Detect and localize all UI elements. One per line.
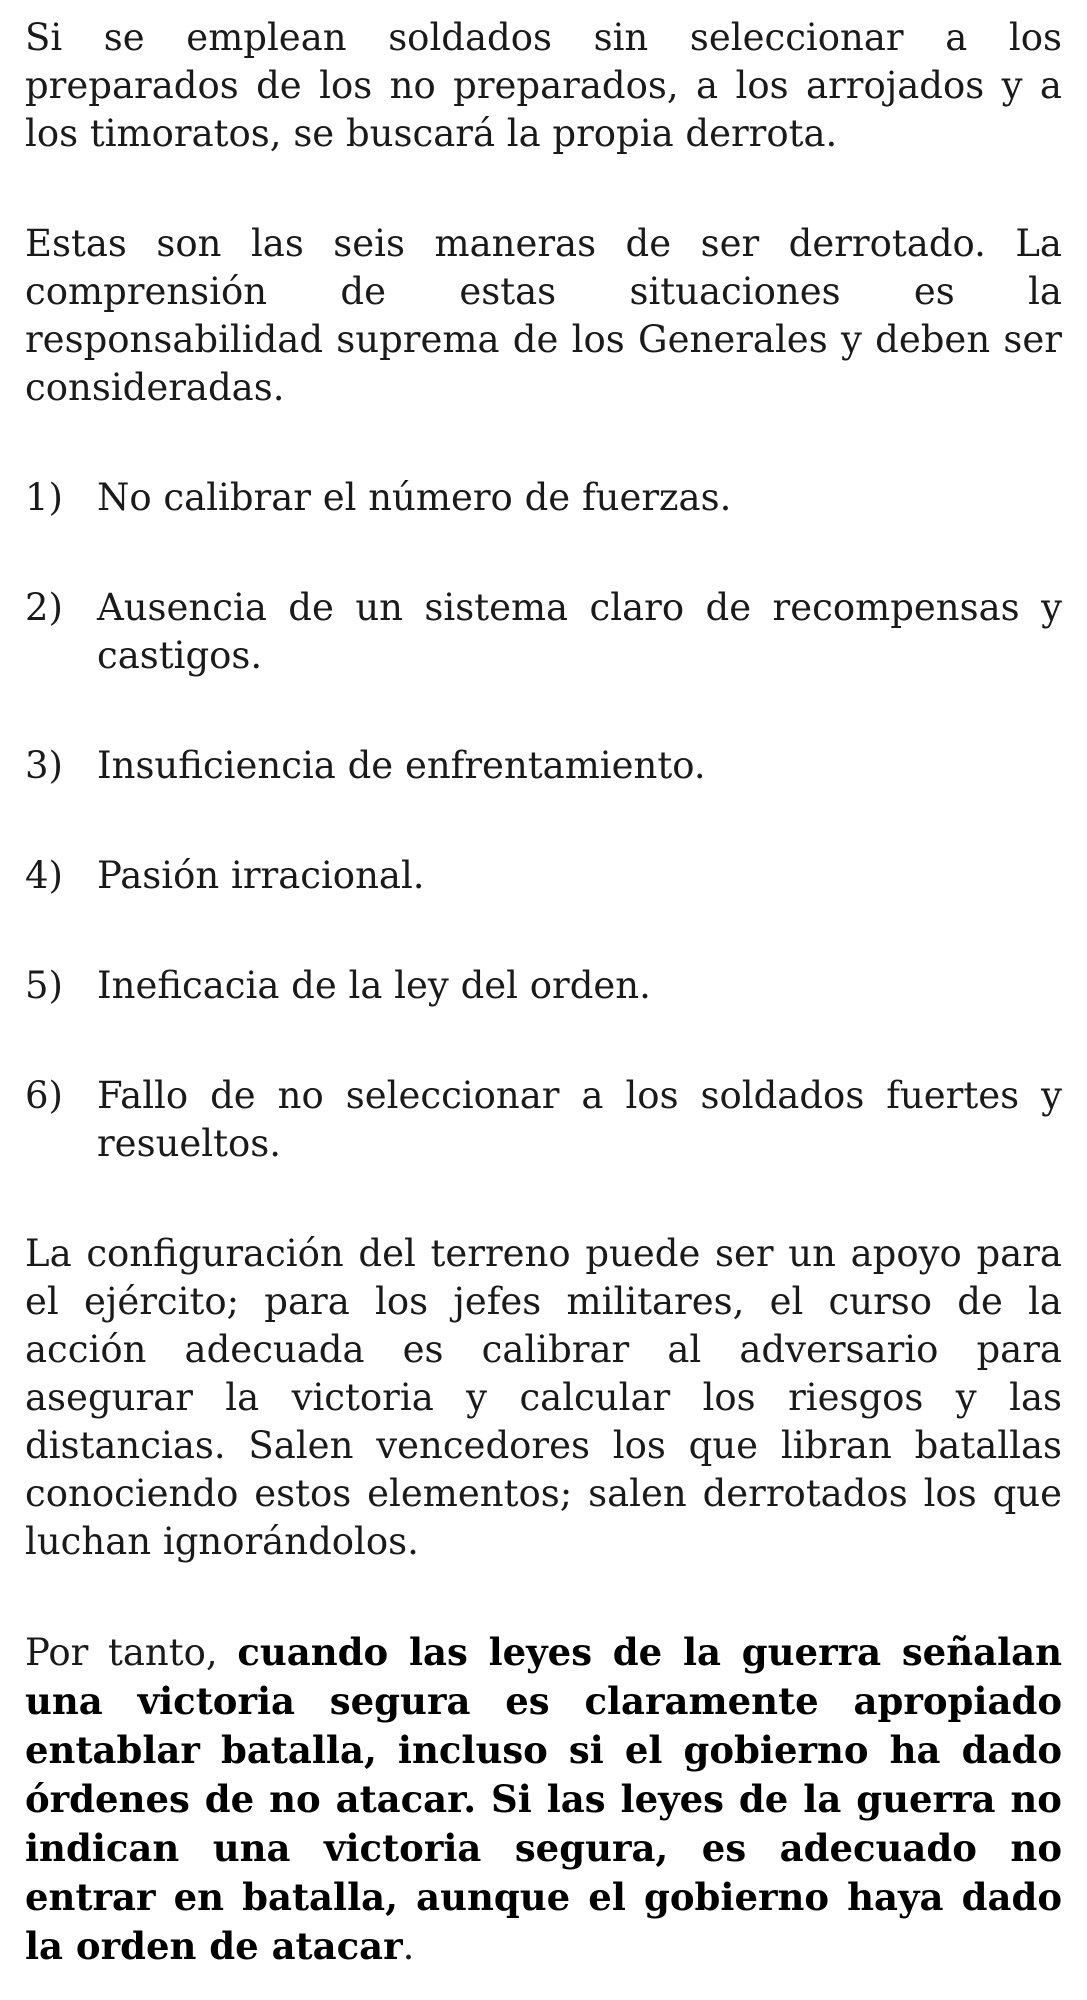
list-number: 1) (25, 476, 63, 519)
spacer (25, 412, 1062, 474)
paragraph-lead-text: Por tanto, (25, 1631, 238, 1674)
spacer (25, 1566, 1062, 1628)
list-text: Fallo de no seleccionar a los soldados fuertes y resueltos. (97, 1074, 1062, 1165)
paragraph-seis-maneras: Estas son las seis maneras de ser derrotado. La comprensión de estas situaciones es la responsabilidad suprema de los Generales y deben ser consideradas. (25, 222, 1062, 409)
paragraph-terreno: La configuración del terreno puede ser un apoyo para el ejército; para los jefes militares, el curso de la acción adecuada es calibrar al adversario para asegurar la victoria y calcular los riesgos y las distancias. Salen vencedores los que libran batallas conociendo estos elementos; salen derrotados los que luchan ignorándolos. (25, 1232, 1062, 1563)
list-text: Ineficacia de la ley del orden. (97, 964, 651, 1007)
list-number: 4) (25, 854, 63, 897)
list-number: 2) (25, 586, 63, 629)
spacer (25, 158, 1062, 220)
list-item-1 (25, 474, 1062, 522)
spacer (25, 790, 1062, 852)
list-item-3 (25, 742, 1062, 790)
spacer (25, 522, 1062, 584)
document-page (25, 14, 1062, 1971)
list-number: 6) (25, 1074, 63, 1117)
list-number: 5) (25, 964, 63, 1007)
spacer (25, 1010, 1062, 1072)
spacer (25, 680, 1062, 742)
list-item-4 (25, 852, 1062, 900)
spacer (25, 1168, 1062, 1230)
list-text: Insuficiencia de enfrentamiento. (97, 744, 706, 787)
paragraph-conclusion (25, 1628, 1062, 1971)
paragraph-bold-text: cuando las leyes de la guerra señalan una victoria segura es claramente apropiado entablar batalla, incluso si el gobierno ha dado órdenes de no atacar. Si las leyes de la guerra no indican una victoria segura, es adecuado no entrar en batalla, aunque el gobierno haya dado la orden de atacar (25, 1630, 1062, 1968)
list-text: No calibrar el número de fuerzas. (97, 476, 732, 519)
paragraph-seleccion: Si se emplean soldados sin seleccionar a los preparados de los no preparados, a los arrojados y a los timoratos, se buscará la propia derrota. (25, 16, 1062, 155)
list-item-6 (25, 1072, 1062, 1168)
list-text: Pasión irracional. (97, 854, 425, 897)
list-number: 3) (25, 744, 63, 787)
list-item-5 (25, 962, 1062, 1010)
list-text: Ausencia de un sistema claro de recompensas y castigos. (97, 586, 1062, 677)
spacer (25, 900, 1062, 962)
list-item-2 (25, 584, 1062, 680)
paragraph-end-punct: . (402, 1925, 415, 1968)
